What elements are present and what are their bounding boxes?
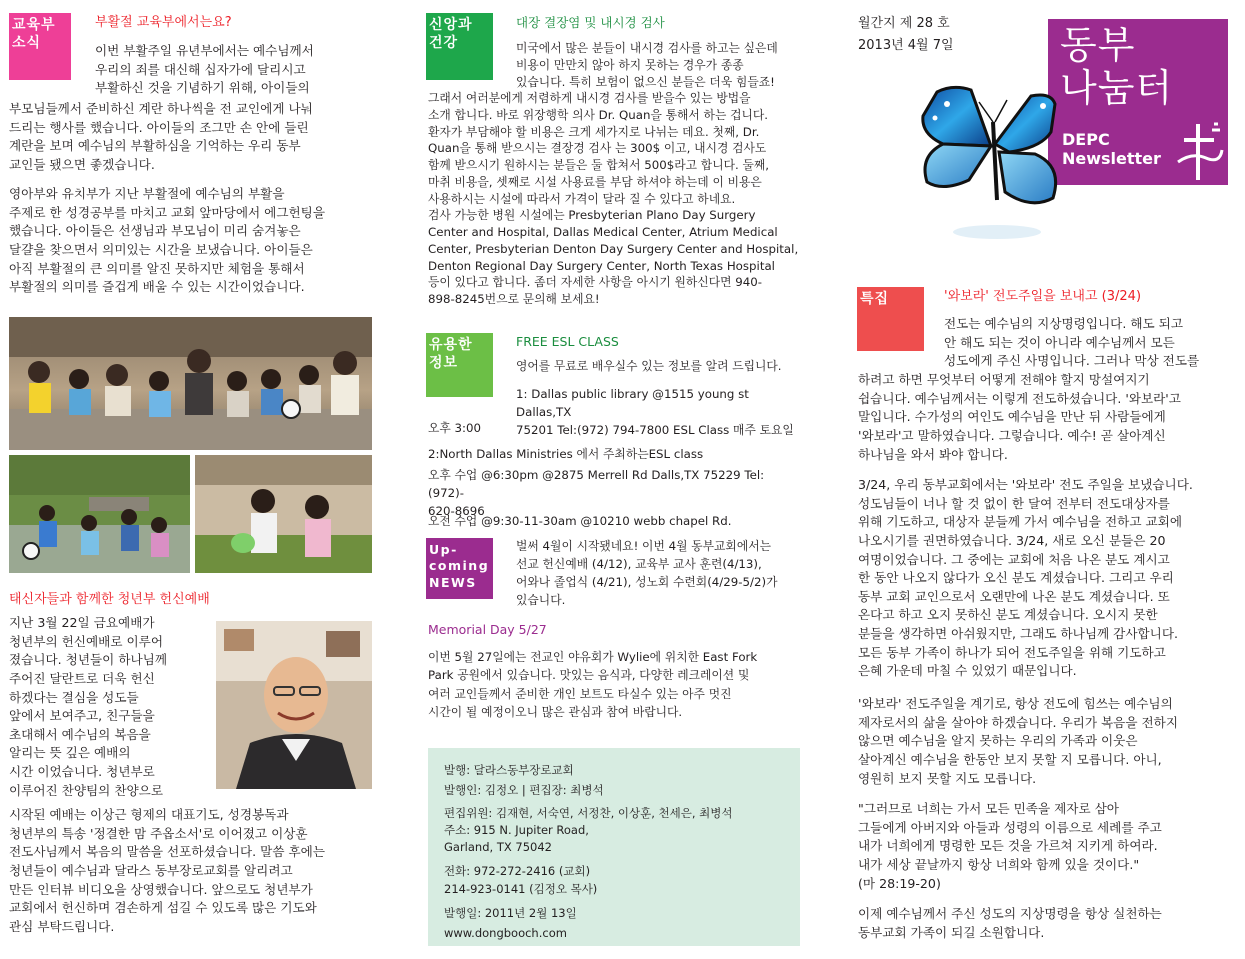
info-item-2-morning: 오전 수업 @9:30-11-30am @10210 webb chapel Rd. — [428, 514, 732, 528]
colophon-committee: 편집위원: 김재현, 서숙연, 서정찬, 이상훈, 천세은, 최병석 — [444, 805, 733, 820]
text-line: 함께 받으시기 원하시는 분들은 둘 합쳐서 500$라고 합니다. 둘째, — [428, 158, 770, 172]
text-line: 관심 부탁드립니다. — [9, 918, 115, 934]
text-line: 마취 비용을, 셋째로 시설 사용료를 부담 하셔야 하는데 이 비용은 — [428, 174, 762, 189]
news-tag-line3: NEWS — [429, 574, 477, 590]
text-line: 사용하시는 시설에 따라서 가격이 달라 질 수 있다고 하네요. — [428, 191, 736, 206]
text-line: 했습니다. 아이들은 선생님과 부모님이 미리 숨겨놓은 — [9, 223, 301, 239]
text-line: 선교 헌신예배 (4/12), 교육부 교사 훈련(4/13), — [516, 556, 762, 571]
memorial-title: Memorial Day 5/27 — [428, 622, 547, 637]
text-line: 그래서 여러분에게 저렴하게 내시경 검사를 받을수 있는 방법을 — [428, 91, 751, 105]
feature-scripture — [858, 800, 1228, 893]
text-line: 비용이 만만치 않아 하지 못하는 경우가 종종 — [516, 57, 744, 72]
text-line: 환자가 부담해야 할 비용은 크게 세가지로 나뉘는 데요. 첫째, Dr. — [428, 124, 760, 139]
text-line: "그러므로 너희는 가서 모든 민족을 제자로 삼아 — [858, 801, 1119, 816]
news-tag-line1: Up- — [429, 542, 458, 557]
education-body-indent — [95, 42, 371, 98]
text-line: 이번 부활주일 유년부에서는 예수님께서 — [95, 43, 314, 58]
info-tag-line1: 유용한 — [429, 337, 473, 353]
masthead-sub-line2: Newsletter — [1062, 149, 1161, 169]
education-title: 부활절 교육부에서는요? — [95, 15, 232, 30]
masthead-subtitle — [1062, 130, 1161, 168]
news-tag-line2: coming — [429, 558, 490, 574]
feature-title: '와보라' 전도주일을 보내고 (3/24) — [944, 289, 1142, 304]
masthead-sub-line1: DEPC — [1062, 130, 1110, 149]
colophon-website[interactable]: www.dongbooch.com — [444, 926, 567, 940]
colophon-pubdate: 발행일: 2011년 2월 13일 — [444, 905, 577, 920]
health-tag — [426, 13, 493, 80]
text-line: 미국에서 많은 분들이 내시경 검사를 하고는 싶은데 — [516, 41, 778, 55]
text-line: 75201 Tel:(972) 794-7800 ESL Class 매주 토요일 — [516, 422, 794, 437]
colophon-phone2: 214-923-0141 (김정오 목사) — [444, 881, 598, 896]
text-line: 하려고 하면 무엇부터 어떻게 전해야 할지 망설여지기 — [858, 372, 1150, 387]
text-line: Park 공원에서 있습니다. 맛있는 음식과, 다양한 레크레이션 및 — [428, 668, 750, 683]
text-line: 지난 3월 22일 금요예배가 — [9, 615, 155, 630]
info-tag-line2: 정보 — [429, 354, 459, 371]
text-line: 동부 교회 교인으로서 오랜만에 나온 분도 계셨습니다. 또 — [858, 588, 1170, 604]
text-line: 등이 있다고 합니다. 좀더 자세한 사항을 아시기 원하신다면 940- — [428, 275, 763, 290]
text-line: (마 28:19-20) — [858, 875, 941, 891]
text-line: 교회에서 헌신하며 겸손하게 섬길 수 있도록 많은 기도와 — [9, 900, 317, 916]
text-line: 1: Dallas public library @1515 young st Dallas,TX — [516, 387, 749, 419]
feature-body-a — [858, 371, 1228, 464]
text-line: 쉽습니다. 예수님께서는 이렇게 전도하셨습니다. '와보라'고 — [858, 390, 1181, 406]
info-tag — [426, 333, 493, 397]
butterfly-icon — [913, 82, 1069, 244]
text-line: 만든 인터뷰 비디오을 상영했습니다. 앞으로도 청년부가 — [9, 881, 313, 897]
text-line: 시간 이었습니다. 청년부로 — [9, 764, 155, 779]
text-line: 그들에게 아버지와 아들과 성령의 이름으로 세례를 주고 — [858, 819, 1162, 835]
text-line: 계란을 보며 예수님의 부활하심을 기억하는 우리 동부 — [9, 138, 301, 154]
text-line: 분들을 생각하면 아쉬웠지만, 그래도 하나님께 감사합니다. — [858, 626, 1178, 641]
text-line: 주제로 한 성경공부를 마치고 교회 앞마당에서 에그헌팅을 — [9, 204, 325, 220]
text-line: 한 동안 나오지 않다가 오신 분도 계셨습니다. 그리고 우리 — [858, 570, 1174, 586]
text-line: 성도에게 주신 사명입니다. 그러나 막상 전도를 — [944, 353, 1200, 369]
feature-body-c — [858, 695, 1228, 788]
text-line: 않으면 예수님을 알지 못하는 우리의 가족과 이웃은 — [858, 733, 1138, 749]
text-line: 위해 기도하고, 대상자 분들께 가서 예수님을 전하고 교회에 — [858, 514, 1182, 530]
text-line: 앞에서 보여주고, 친구들을 — [9, 708, 155, 724]
text-line: 이제 예수님께서 주신 성도의 지상명령을 항상 실천하는 — [858, 906, 1162, 921]
masthead-title-line2: 나눔터 — [1060, 65, 1174, 110]
feature-body-indent — [944, 315, 1228, 371]
cross-logo-icon — [1168, 118, 1226, 184]
text-line: 내가 너희에게 명령한 모든 것을 가르쳐 지키게 하여라. — [858, 838, 1158, 854]
info-item-1 — [516, 386, 800, 440]
education-tag — [9, 13, 71, 80]
education-body-b — [9, 185, 371, 297]
text-line: 말입니다. 수가성의 여인도 예수님을 만난 뒤 사람들에게 — [858, 409, 1166, 425]
text-line: '와보라' 전도주일을 계기로, 항상 전도에 힘쓰는 예수님의 — [858, 696, 1173, 711]
text-line: 드리는 행사를 했습니다. 아이들의 조그만 손 안에 들린 — [9, 119, 309, 135]
text-line: 청년들이 예수님과 달라스 동부장로교회를 알리려고 — [9, 862, 293, 878]
health-body — [428, 90, 800, 308]
info-item-2: 2:North Dallas Ministries 에서 주최하는ESL class — [428, 447, 704, 461]
health-body-indent — [516, 40, 800, 90]
text-line: 부활절의 의미를 즐겁게 배울 수 있는 시간이었습니다. — [9, 279, 305, 295]
text-line: 있습니다. 특히 보험이 없으신 분들은 더욱 힘들죠! — [516, 74, 775, 89]
text-line: 내가 세상 끝날까지 항상 너희와 함께 있을 것이다." — [858, 856, 1140, 872]
memorial-body — [428, 648, 800, 721]
issue-date: 2013년 4월 7일 — [858, 38, 954, 53]
colophon-editors: 발행인: 김정오 | 편집장: 최병석 — [444, 783, 604, 798]
text-line: 검사 가능한 병원 시설에는 Presbyterian Plano Day Surgery — [428, 208, 756, 223]
text-line: 달걀을 찾으면서 의미있는 시간을 보냈습니다. 아이들은 — [9, 241, 313, 257]
text-line: 이번 5월 27일에는 전교인 야유회가 Wylie에 위치한 East Fork — [428, 650, 758, 664]
news-body — [516, 538, 800, 610]
text-line: 620-8696 — [428, 503, 485, 518]
text-line: 온다고 하고 오지 못하신 분도 계셨습니다. 오시지 못한 — [858, 607, 1158, 623]
text-line: 성도님들이 너나 할 것 없이 한 달여 전부터 전도대상자를 — [858, 495, 1170, 511]
youth-title: 태신자들과 함께한 청년부 헌신예배 — [9, 592, 210, 607]
text-line: 오후 수업 @6:30pm @2875 Merrell Rd Dalls,TX 75229 Tel:(972)- — [428, 468, 765, 500]
colophon-address1: 주소: 915 N. Jupiter Road, — [444, 822, 589, 837]
education-body-a — [9, 100, 371, 175]
text-line: 하나님을 와서 봐야 합니다. — [858, 446, 1008, 462]
text-line: 은혜 가운데 마칠 수 있었기 때문입니다. — [858, 663, 1077, 679]
text-line: 동부교회 가족이 되길 소원합니다. — [858, 924, 1045, 940]
info-intro: 영어를 무료로 배우실수 있는 정보를 알려 드립니다. — [516, 359, 782, 373]
text-line: 3/24, 우리 동부교회에서는 '와보라' 전도 주일을 보냈습니다. — [858, 477, 1193, 492]
text-line: 살아계신 예수님을 한동안 보지 못할 지 모릅니다. 아니, — [858, 751, 1162, 767]
text-line: 우리의 죄를 대신해 십자가에 달리시고 — [95, 61, 306, 77]
text-line: 청년부의 특송 '정결한 맘 주옵소서'로 이어졌고 이상훈 — [9, 825, 308, 841]
photo-egg-hunt-right — [195, 455, 372, 573]
text-line: Center, Presbyterian Denton Day Surgery Center and Hospital, — [428, 241, 799, 256]
text-line: 하겠다는 결심을 성도들 — [9, 689, 139, 705]
text-line: 영아부와 유치부가 지난 부활절에 예수님의 부활을 — [9, 186, 285, 201]
colophon-phone1: 전화: 972-272-2416 (교회) — [444, 864, 591, 879]
youth-body-indent — [9, 614, 205, 800]
text-line: Center and Hospital, Dallas Medical Center, Atrium Medical — [428, 225, 778, 239]
text-line: 어와나 졸업식 (4/21), 성노회 수련회(4/29-5/2)가 — [516, 574, 778, 589]
text-line: Quan을 통해 받으시는 결장경 검사 는 300$ 이고, 내시경 검사도 — [428, 141, 767, 156]
text-line: 시간이 될 예정이오니 많은 관심과 참여 바랍니다. — [428, 704, 683, 719]
text-line: 안 해도 되는 것이 아니라 예수님께서 모든 — [944, 334, 1175, 350]
issue-number: 월간지 제 28 호 — [858, 16, 950, 31]
text-line: 여명이었습니다. 그 중에는 교회에 처음 나온 분도 계시고 — [858, 551, 1170, 567]
colophon-publisher: 발행: 달라스동부장로교회 — [444, 763, 574, 777]
feature-tag-label: 특집 — [860, 291, 890, 307]
health-title: 대장 결장염 및 내시경 검사 — [516, 15, 665, 30]
text-line: 졌습니다. 청년들이 하나님께 — [9, 652, 167, 668]
masthead-title — [1060, 24, 1173, 109]
news-tag — [426, 538, 493, 599]
photo-egg-hunt-left — [9, 455, 190, 573]
text-line: 아직 부활절의 큰 의미를 알진 못하지만 체험을 통해서 — [9, 260, 305, 276]
text-line: 부활하신 것을 기념하기 위해, 아이들의 — [95, 80, 310, 96]
text-line: 알리는 뜻 깊은 예배의 — [9, 745, 131, 761]
text-line: 있습니다. — [516, 592, 566, 607]
health-tag-line1: 신앙과 — [429, 17, 473, 33]
text-line: 나오시기를 권면하였습니다. 3/24, 새로 오신 분들은 20 — [858, 532, 1166, 548]
text-line: 여러 교인들께서 준비한 개인 보트도 타실수 있는 아주 멋진 — [428, 686, 732, 701]
text-line: 제자로서의 삶을 살아야 하겠습니다. 우리가 복음을 전하지 — [858, 714, 1178, 730]
text-line: 전도는 예수님의 지상명령입니다. 해도 되고 — [944, 316, 1183, 331]
group-photo-children — [9, 317, 372, 450]
text-line: 시작된 예배는 이상근 형제의 대표기도, 성경봉독과 — [9, 807, 289, 822]
feature-tag — [857, 287, 924, 351]
education-tag-line1: 교육부 — [12, 17, 56, 33]
text-line: 전도사님께서 복음의 말씀을 선포하셨습니다. 말씀 후에는 — [9, 844, 325, 860]
text-line: 898-8245번으로 문의해 보세요! — [428, 292, 600, 306]
masthead-title-line1: 동부 — [1060, 23, 1136, 67]
feature-body-b — [858, 476, 1228, 681]
text-line: 초대해서 예수님의 복음을 — [9, 726, 151, 742]
text-line: 영원히 보지 못할 지도 모릅니다. — [858, 770, 1037, 786]
text-line: 모든 동부 가족이 하나가 되어 전도주일을 위해 기도하고 — [858, 644, 1166, 660]
text-line: 이루어진 찬양팀의 찬양으로 — [9, 782, 163, 798]
text-line: Denton Regional Day Surgery Center, North Texas Hospital — [428, 258, 775, 273]
health-tag-line2: 건강 — [429, 34, 459, 51]
colophon-text — [444, 762, 794, 942]
text-line: '와보라'고 말하였습니다. 그렇습니다. 예수! 곧 살아계신 — [858, 427, 1166, 443]
text-line: 소개 합니다. 바로 위장행학 의사 Dr. Quan을 통해서 하는 겁니다. — [428, 107, 769, 122]
text-line: 주어진 달란트로 더욱 헌신 — [9, 670, 155, 686]
text-line: 부모님들께서 준비하신 계란 하나씩을 전 교인에게 나눠 — [9, 101, 313, 116]
info-item-1-time: 오후 3:00 — [428, 421, 482, 435]
text-line: 벌써 4월이 시작됐네요! 이번 4월 동부교회에서는 — [516, 539, 772, 553]
youth-body — [9, 806, 372, 936]
feature-closing — [858, 905, 1228, 942]
portrait-photo — [216, 621, 372, 789]
education-tag-line2: 소식 — [12, 34, 42, 51]
text-line: 교인들 됐으면 좋겠습니다. — [9, 156, 155, 172]
colophon-address2: Garland, TX 75042 — [444, 840, 552, 854]
info-title: FREE ESL CLASS — [516, 334, 619, 349]
text-line: 청년부의 헌신예배로 이루어 — [9, 633, 163, 649]
